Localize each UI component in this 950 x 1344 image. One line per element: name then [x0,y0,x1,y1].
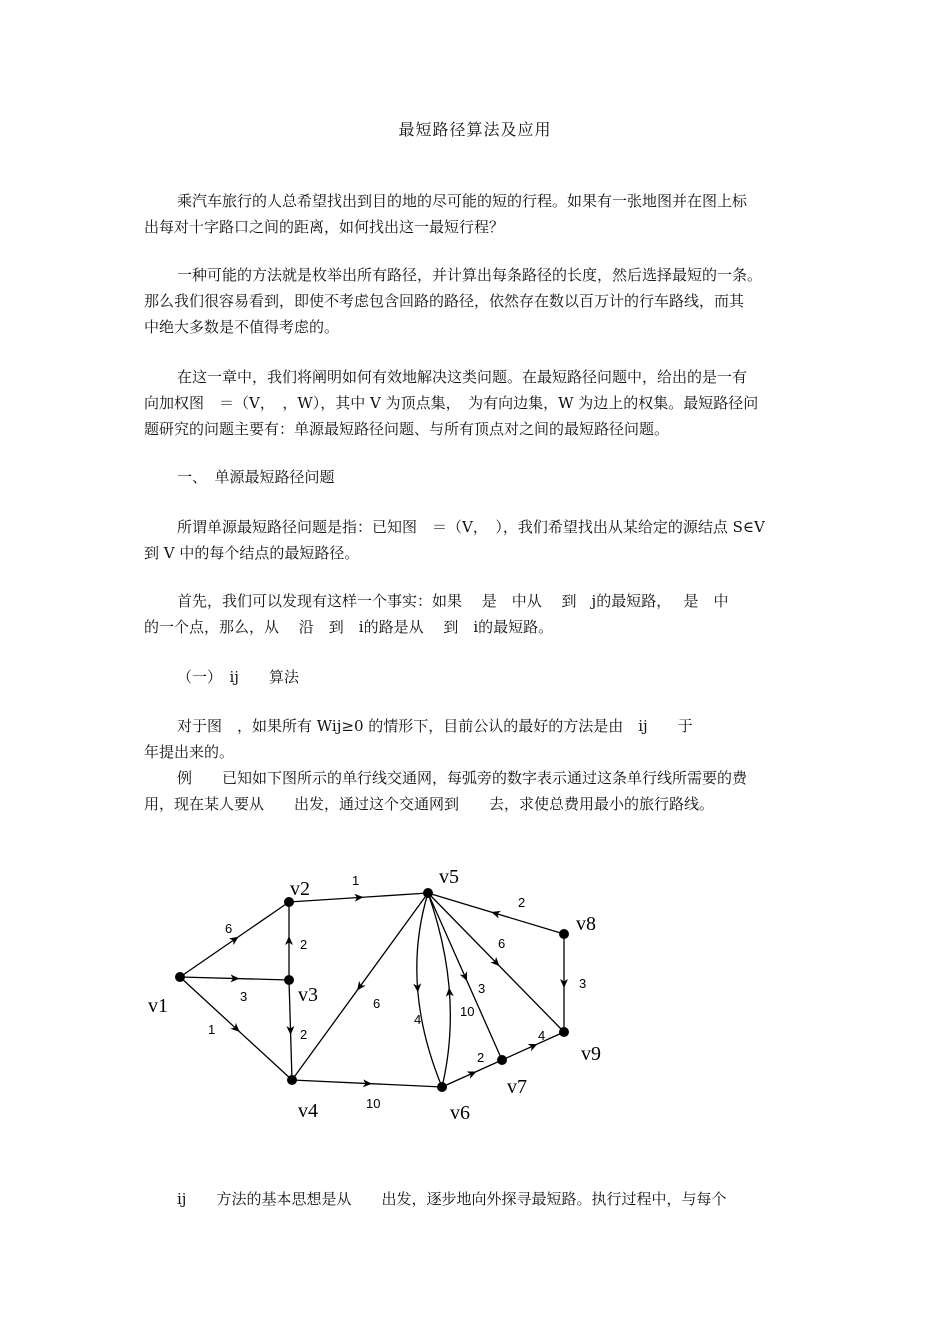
paragraph-line: 首先，我们可以发现有这样一个事实：如果 是 中从 到 j的最短路， 是 中 [177,592,729,610]
paragraph-fact [144,588,810,640]
edge-weight-v1-v2: 6 [225,921,233,936]
paragraph-line: 出每对十字路口之间的距离，如何找出这一最短行程？ [144,218,505,236]
edge-weight-v8-v5: 2 [518,895,526,910]
edge-weight-v1-v3: 3 [240,989,248,1004]
paragraph-enumeration [144,262,810,340]
node-v3 [284,975,294,985]
edge-weight-v8-v9: 3 [579,976,587,991]
paragraph-intro [144,188,810,240]
paragraph-line: ij 方法的基本思想是从 出发，逐步地向外探寻最短路。执行过程中，与每个 [177,1190,727,1208]
paragraph-line: 那么我们很容易看到，即使不考虑包含回路的路径，依然存在数以百万计的行车路线，而其 [144,292,745,310]
paragraph-line: 向加权图 ＝（V， ，W），其中 V 为顶点集， 为有向边集，W 为边上的权集。最短路径问 [144,394,759,412]
edge-v5-v6 [417,893,442,1087]
paragraph-line: 中绝大多数是不值得考虑的。 [144,318,340,336]
paragraph-line: 一种可能的方法就是枚举出所有路径，并计算出每条路径的长度，然后选择最短的一条。 [177,266,763,284]
edge-weight-v6-v5: 10 [460,1004,475,1019]
edge-weight-v6-v7: 2 [477,1050,485,1065]
section-heading-single-source: 一、 单源最短路径问题 [177,468,335,486]
paragraph-line: 所谓单源最短路径问题是指：已知图 ＝（V， ），我们希望找出从某给定的源结点 S∈V [177,518,765,536]
edge-weight-v1-v4: 1 [208,1022,216,1037]
edge-weight-v7-v9: 4 [538,1028,546,1043]
paragraph-line: 乘汽车旅行的人总希望找出到目的地的尽可能的短的行程。如果有一张地图并在图上标 [177,192,748,210]
subsection-heading-algorithm: （一） ij 算法 [177,668,299,686]
paragraph-line: 在这一章中，我们将阐明如何有效地解决这类问题。在最短路径问题中，给出的是一有 [177,368,748,386]
node-label-v7: v7 [507,1076,527,1098]
edge-weight-v5-v4: 6 [373,996,381,1011]
node-v6 [437,1082,447,1092]
node-v5 [423,888,433,898]
node-label-v8: v8 [576,913,596,935]
paragraph-chapter [144,364,810,442]
node-label-v6: v6 [450,1102,470,1124]
paragraph-line: 的一个点，那么，从 沿 到 i的路是从 到 i的最短路。 [144,618,554,636]
paragraph-line: 年提出来的。 [144,743,235,761]
node-label-v2: v2 [290,878,310,900]
edge-weight-v3-v4: 2 [300,1027,308,1042]
node-v8 [559,929,569,939]
node-v4 [287,1075,297,1085]
edge-weight-v5-v9: 6 [498,936,506,951]
arrowhead-v5-v4 [357,981,366,991]
paragraph-method [144,1186,810,1212]
edge-weight-v4-v6: 10 [366,1096,381,1111]
node-v7 [497,1055,507,1065]
network-graph-diagram [130,855,630,1130]
paragraph-line: 例 已知如下图所示的单行线交通网，每弧旁的数字表示通过这条单行线所需要的费 [177,769,748,787]
paragraph-line: 用，现在某人要从 出发，通过这个交通网到 去，求使总费用最小的旅行路线。 [144,795,715,813]
paragraph-line: 到 V 中的每个结点的最短路径。 [144,544,360,562]
node-label-v1: v1 [148,995,168,1017]
edge-weight-v3-v2: 2 [300,937,308,952]
paragraph-conditions [144,713,810,817]
edge-weight-v2-v5: 1 [352,873,360,888]
node-v1 [175,972,185,982]
paragraph-definition [144,514,810,566]
document-title: 最短路径算法及应用 [398,120,552,139]
paragraph-line: 对于图 ，如果所有 Wij≥0 的情形下，目前公认的最好的方法是由 ij 于 [177,717,693,735]
graph-nodes [148,866,601,1124]
node-label-v9: v9 [581,1043,601,1065]
arrowhead-v1-v2 [229,937,239,945]
node-v9 [559,1027,569,1037]
node-label-v5: v5 [439,866,459,888]
edge-weight-v5-v6: 4 [414,1012,422,1027]
node-label-v3: v3 [298,984,318,1006]
paragraph-line: 题研究的问题主要有：单源最短路径问题、与所有顶点对之间的最短路径问题。 [144,420,670,438]
edge-weight-v5-v7: 3 [478,981,486,996]
node-label-v4: v4 [298,1100,318,1122]
